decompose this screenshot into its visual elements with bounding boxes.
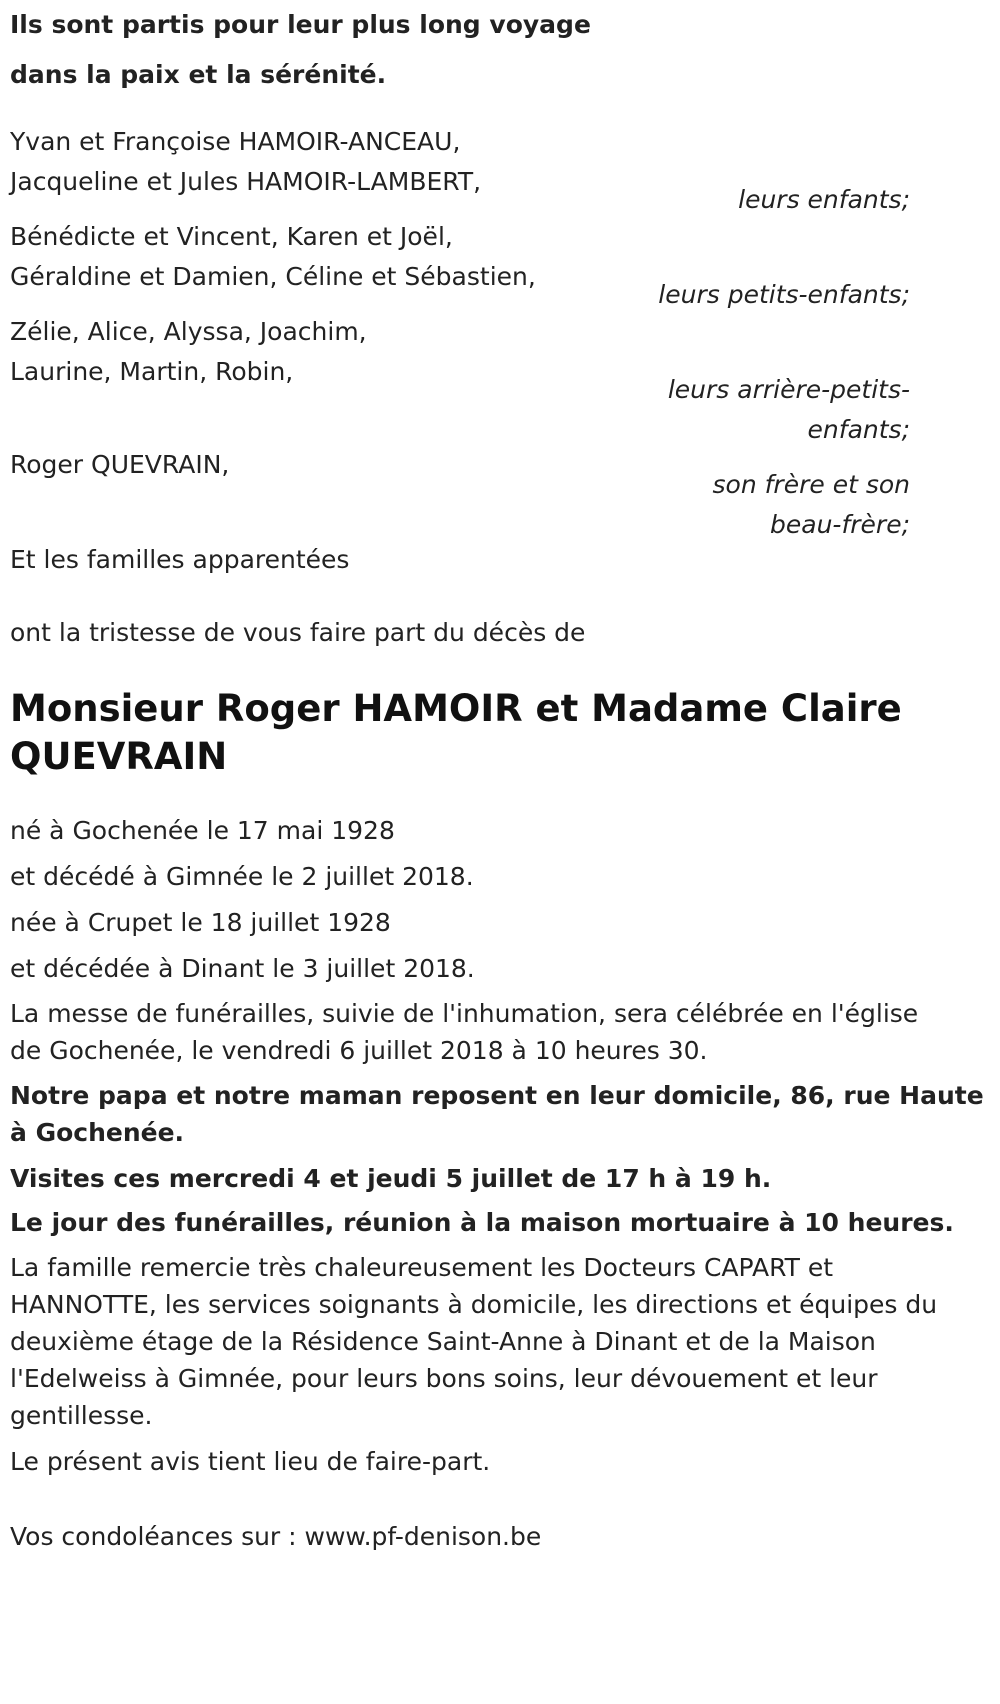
deceased-line-2: QUEVRAIN xyxy=(10,735,228,778)
notice-line: Le présent avis tient lieu de faire-part. xyxy=(10,1447,491,1476)
resting-place xyxy=(10,1077,984,1151)
intro-line-2: dans la paix et la sérénité. xyxy=(10,60,387,89)
thanks-line: HANNOTTE, les services soignants à domicile, les directions et équipes du xyxy=(10,1290,938,1319)
name-line: Bénédicte et Vincent, Karen et Joël, xyxy=(10,222,453,251)
announcement-text xyxy=(10,613,910,653)
families-text xyxy=(10,540,910,580)
intro-line-1: Ils sont partis pour leur plus long voyage xyxy=(10,10,591,39)
name-line: Jacqueline et Jules HAMOIR-LAMBERT, xyxy=(10,167,482,196)
name-line: Zélie, Alice, Alyssa, Joachim, xyxy=(10,317,367,346)
great-grandchildren-relation xyxy=(10,370,910,450)
deceased-line-1: Monsieur Roger HAMOIR et Madame Claire xyxy=(10,687,902,730)
name-line: Géraldine et Damien, Céline et Sébastien, xyxy=(10,262,536,291)
grandchildren-relation xyxy=(10,275,910,315)
obituary-notice xyxy=(10,0,984,1704)
notice-text xyxy=(10,1443,910,1480)
rest-line-1: Notre papa et notre maman reposent en leur domicile, 86, rue Haute xyxy=(10,1081,984,1110)
rest-line-2: à Gochenée. xyxy=(10,1118,185,1147)
relation-label: leurs arrière-petits- xyxy=(667,375,910,404)
mass-line-1: La messe de funérailles, suivie de l'inhumation, sera célébrée en l'église xyxy=(10,999,919,1028)
funeral-mass xyxy=(10,995,919,1069)
announcement-line: ont la tristesse de vous faire part du décès de xyxy=(10,618,586,647)
relation-label: enfants; xyxy=(807,415,910,444)
mass-line-2: de Gochenée, le vendredi 6 juillet 2018 à 10 heures 30. xyxy=(10,1036,708,1065)
name-line: Roger QUEVRAIN, xyxy=(10,450,230,479)
thanks-line: gentillesse. xyxy=(10,1401,153,1430)
birth-death-dates xyxy=(10,811,910,995)
name-line: Laurine, Martin, Robin, xyxy=(10,357,294,386)
born-her: née à Crupet le 18 juillet 1928 xyxy=(10,908,391,937)
thanks-line: deuxième étage de la Résidence Saint-Anne à Dinant et de la Maison xyxy=(10,1327,876,1356)
thanks-line: La famille remercie très chaleureusement les Docteurs CAPART et xyxy=(10,1253,834,1282)
condolences-text xyxy=(10,1518,910,1555)
died-him: et décédé à Gimnée le 2 juillet 2018. xyxy=(10,862,474,891)
families-line: Et les familles apparentées xyxy=(10,545,350,574)
thanks-text xyxy=(10,1249,938,1434)
thanks-line: l'Edelweiss à Gimnée, pour leurs bons soins, leur dévouement et leur xyxy=(10,1364,878,1393)
relation-label: leurs enfants; xyxy=(738,185,910,214)
meeting-text xyxy=(10,1204,954,1241)
visits-text xyxy=(10,1160,910,1197)
visits-line: Visites ces mercredi 4 et jeudi 5 juillet de 17 h à 19 h. xyxy=(10,1164,772,1193)
condolences-line: Vos condoléances sur : www.pf-denison.be xyxy=(10,1522,542,1551)
name-line: Yvan et Françoise HAMOIR-ANCEAU, xyxy=(10,127,461,156)
brother-relation xyxy=(10,465,910,545)
relation-label: son frère et son xyxy=(712,470,910,499)
relation-label: leurs petits-enfants; xyxy=(658,280,910,309)
intro-text xyxy=(10,0,910,100)
meeting-line: Le jour des funérailles, réunion à la maison mortuaire à 10 heures. xyxy=(10,1208,954,1237)
deceased-names xyxy=(10,685,910,781)
born-him: né à Gochenée le 17 mai 1928 xyxy=(10,816,395,845)
relation-label: beau-frère; xyxy=(770,510,910,539)
died-her: et décédée à Dinant le 3 juillet 2018. xyxy=(10,954,475,983)
children-relation xyxy=(10,180,910,220)
